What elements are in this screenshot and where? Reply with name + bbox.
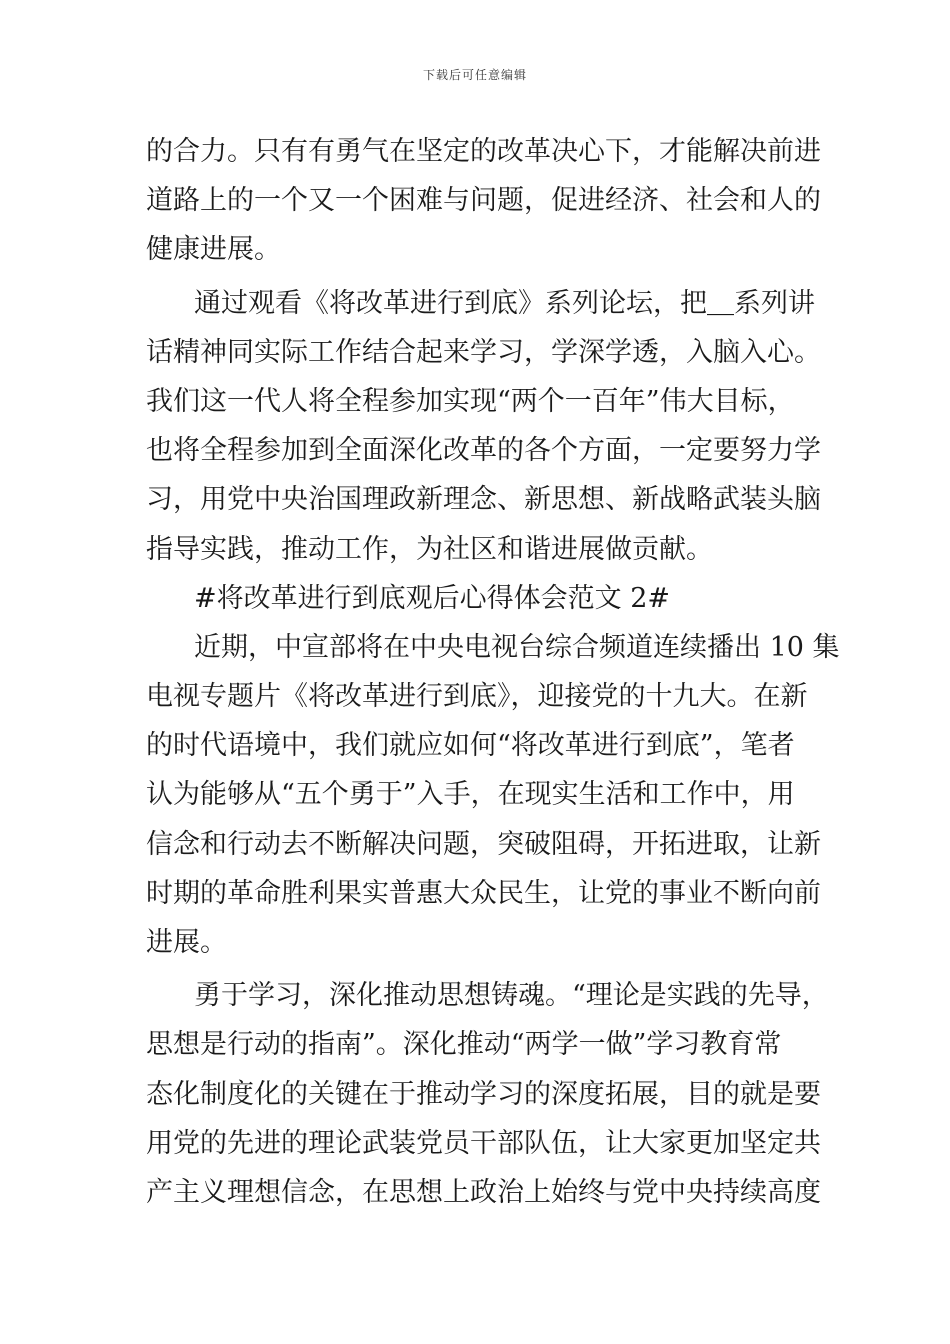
paragraph [146, 971, 836, 1217]
text-line: 态化制度化的关键在于推动学习的深度拓展，目的就是要 [146, 1078, 821, 1110]
page-header: 下载后可任意编辑 [422, 68, 527, 82]
text-line: 产主义理想信念，在思想上政治上始终与党中央持续高度 [146, 1176, 821, 1208]
text-line: 认为能够从“五个勇于”入手，在现实生活和工作中，用 [146, 779, 795, 811]
text-line: 进展。 [146, 927, 227, 958]
text-line: 的合力。只有有勇气在坚定的改革决心下，才能解决前进 [146, 136, 821, 167]
paragraph [146, 623, 840, 967]
text-line: 习，用党中央治国理政新理念、新思想、新战略武装头脑 [146, 484, 821, 516]
text-line: 道路上的一个又一个困难与问题，促进经济、社会和人的 [146, 185, 821, 217]
text-line: 通过观看《将改革进行到底》系列论坛，把＿系列讲 [194, 287, 815, 319]
text-line: 指导实践，推动工作，为社区和谐进展做贡献。 [146, 533, 713, 565]
text-line: 信念和行动去不断解决问题，突破阻碍，开拓进取，让新 [146, 828, 821, 860]
text-line: 也将全程参加到全面深化改革的各个方面，一定要努力学 [146, 435, 821, 467]
paragraph [146, 127, 836, 275]
paragraph [146, 279, 836, 574]
section-heading [146, 574, 836, 623]
text-line: 思想是行动的指南”。深化推动“两学一做”学习教育常 [146, 1029, 782, 1061]
text-line: 时期的革命胜利果实普惠大众民生，让党的事业不断向前 [146, 877, 821, 909]
text-line: 勇于学习，深化推动思想铸魂。“理论是实践的先导， [194, 980, 829, 1012]
text-line: 电视专题片《将改革进行到底》，迎接党的十九大。在新 [146, 681, 808, 713]
text-line: 健康进展。 [146, 234, 281, 266]
text-line: 近期，中宣部将在中央电视台综合频道连续播出 10 集 [194, 631, 840, 663]
text-line: 话精神同实际工作结合起来学习，学深学透，入脑入心。 [146, 336, 821, 368]
document-body [146, 127, 840, 1217]
text-line: 用党的先进的理论武装党员干部队伍，让大家更加坚定共 [146, 1127, 821, 1159]
text-line: 我们这一代人将全程参加实现“两个一百年”伟大目标， [146, 385, 795, 417]
text-line: #将改革进行到底观后心得体会范文 2# [194, 582, 671, 614]
text-line: 的时代语境中，我们就应如何“将改革进行到底”，笔者 [146, 730, 795, 762]
